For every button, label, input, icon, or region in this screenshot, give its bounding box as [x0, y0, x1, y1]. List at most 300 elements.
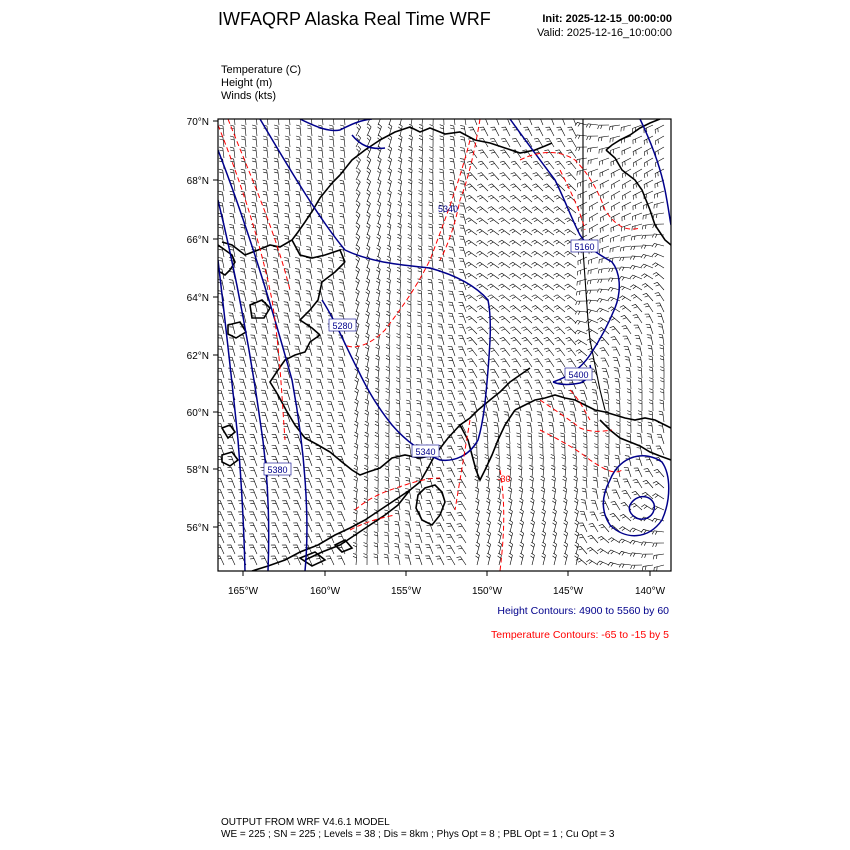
wind-barb — [375, 421, 379, 433]
wind-barb — [457, 546, 466, 554]
wind-barb — [318, 147, 323, 158]
wind-barb — [531, 553, 535, 565]
wind-barb — [627, 400, 631, 411]
wind-barb — [428, 268, 433, 279]
wind-barb — [367, 135, 371, 147]
wind-barb — [458, 314, 466, 323]
wind-barb — [615, 455, 620, 466]
wind-barb — [592, 489, 598, 499]
wind-barb — [509, 553, 513, 565]
temperature-contours-legend: Temperature Contours: -65 to -15 by 5 — [490, 629, 669, 641]
wind-barb — [252, 136, 257, 147]
wind-barb — [543, 184, 554, 191]
wind-barb — [604, 466, 609, 477]
wind-barb — [395, 477, 400, 488]
wind-barb — [428, 246, 433, 257]
wind-barb — [619, 286, 631, 290]
wind-barb — [499, 229, 510, 235]
wind-barb — [417, 345, 422, 356]
wind-barb — [439, 213, 444, 224]
wind-barb — [521, 306, 532, 313]
wind-barb — [638, 400, 642, 411]
wind-barb — [364, 465, 368, 477]
wind-barb — [478, 173, 488, 180]
wind-barb — [438, 257, 444, 268]
wind-barb — [548, 412, 554, 422]
wind-barb — [406, 422, 411, 433]
wind-barb — [478, 161, 488, 169]
wind-barb — [466, 207, 477, 213]
wind-barb — [529, 454, 533, 466]
wind-barb — [271, 534, 279, 543]
wind-barb — [407, 345, 411, 356]
wind-barb — [318, 202, 324, 213]
wind-barb — [355, 278, 359, 290]
wind-barb — [502, 116, 510, 125]
wind-barb — [659, 334, 664, 345]
wind-barb — [436, 556, 444, 565]
wind-barb — [476, 531, 480, 543]
wind-barb — [415, 533, 422, 543]
wind-barb — [227, 490, 235, 499]
wind-barb — [387, 201, 391, 213]
wind-barb — [386, 400, 390, 412]
wind-barb — [315, 479, 323, 488]
wind-barb — [284, 291, 290, 301]
wind-barb — [598, 536, 609, 543]
wind-barb — [483, 422, 488, 433]
wind-barb — [418, 235, 422, 246]
wind-barb — [615, 378, 620, 389]
wind-barb — [387, 223, 391, 235]
wind-barb — [586, 329, 598, 334]
wind-barb — [501, 369, 510, 378]
wind-barb — [271, 523, 279, 532]
wind-barb — [460, 137, 466, 148]
wind-barb — [282, 479, 290, 488]
wind-barb — [605, 433, 609, 444]
wind-barb — [229, 224, 235, 235]
wind-barb — [553, 531, 557, 543]
wind-barb — [566, 348, 576, 356]
wind-barb — [407, 301, 411, 312]
wind-barb — [491, 116, 499, 125]
wind-barb — [643, 293, 653, 301]
wind-barb — [532, 184, 543, 191]
wind-barb — [519, 476, 523, 488]
wind-barb — [229, 213, 235, 224]
wind-barb — [497, 509, 501, 521]
wind-barb — [483, 433, 488, 444]
wind-barb — [318, 180, 323, 191]
wind-barb — [427, 379, 433, 389]
wind-barb — [546, 380, 554, 389]
wind-barb — [608, 288, 620, 292]
lon-label-145: 145°W — [552, 586, 584, 597]
wind-barb — [426, 512, 433, 522]
wind-barb — [574, 498, 578, 510]
wind-barb — [408, 201, 412, 213]
wind-barb — [427, 357, 433, 368]
wind-barb — [295, 269, 301, 279]
wind-barb — [316, 379, 323, 389]
wind-barb — [633, 136, 642, 144]
wind-barb — [633, 315, 642, 323]
wind-barb — [317, 235, 323, 246]
wind-barb — [285, 191, 290, 202]
wind-barb — [305, 457, 313, 466]
wind-barb — [532, 195, 543, 202]
lon-label-160: 160°W — [309, 586, 341, 597]
wind-barb — [539, 444, 543, 455]
wind-barb — [521, 240, 533, 246]
wind-barb — [356, 201, 360, 213]
wind-barb — [249, 490, 257, 499]
wind-barb — [316, 423, 323, 433]
wind-barb — [498, 520, 502, 532]
wind-barb — [439, 191, 444, 202]
wind-barb — [318, 169, 323, 180]
wind-barb — [502, 127, 511, 136]
wind-barb — [476, 553, 480, 565]
wind-barb — [467, 348, 477, 356]
wind-barb — [616, 422, 620, 433]
wind-barb — [510, 306, 521, 313]
wind-barb — [219, 191, 224, 202]
wind-barb — [284, 224, 290, 235]
wind-barb — [652, 263, 664, 268]
wind-barb — [611, 191, 620, 200]
wind-barb — [554, 262, 566, 268]
wind-barb — [486, 498, 490, 510]
wind-barb — [339, 269, 345, 279]
wind-barb — [620, 257, 631, 261]
wind-barb — [419, 191, 423, 203]
wind-barb — [271, 501, 279, 510]
wind-barb — [283, 434, 290, 444]
wind-barb — [466, 306, 477, 313]
wind-barb — [631, 235, 642, 240]
wind-barb — [635, 456, 642, 466]
wind-barb — [406, 411, 411, 422]
wind-barb — [353, 531, 357, 543]
wind-barb — [294, 446, 301, 456]
wind-barb — [589, 202, 598, 211]
wind-barb — [457, 501, 466, 510]
wind-barb — [459, 247, 466, 257]
wind-barb — [660, 400, 665, 411]
wind-barb — [386, 355, 390, 367]
wind-barb — [608, 538, 620, 543]
wind-barb — [437, 435, 444, 445]
wind-barb — [375, 377, 379, 389]
wind-barb — [263, 169, 268, 180]
wind-barb — [251, 269, 257, 279]
wind-barb — [592, 390, 598, 400]
wind-barb — [239, 335, 246, 345]
wind-barb — [491, 127, 500, 136]
wind-barb — [511, 173, 521, 180]
wind-barb — [622, 180, 631, 189]
wind-barb — [648, 422, 653, 433]
wind-barb — [408, 223, 412, 235]
wind-barb — [576, 350, 587, 357]
wind-barb — [532, 240, 544, 246]
wind-barb — [533, 173, 543, 180]
wind-barb — [563, 498, 567, 510]
valid-time: Valid: 2025-12-16_10:00:00 — [537, 27, 672, 39]
wind-barb — [477, 262, 489, 268]
wind-barb — [642, 224, 653, 229]
wind-barb — [480, 116, 488, 125]
wind-barb — [458, 380, 466, 389]
wind-barb — [439, 235, 444, 246]
wind-barb — [396, 411, 400, 422]
wind-barb — [478, 337, 488, 345]
wind-barb — [272, 434, 279, 444]
wind-barb — [621, 315, 631, 323]
wind-barb — [436, 457, 444, 466]
wind-barb — [655, 136, 664, 145]
wind-barb — [601, 501, 609, 510]
wind-barb — [563, 476, 567, 488]
wind-barb — [497, 498, 501, 510]
wind-barb — [385, 477, 389, 488]
wind-barb — [500, 173, 510, 180]
wind-barb — [487, 542, 491, 554]
wind-barb — [575, 340, 587, 345]
wind-barb — [641, 245, 653, 249]
wind-barb — [498, 531, 502, 543]
wind-barb — [307, 180, 312, 191]
wind-barb — [284, 324, 291, 334]
wind-barb — [249, 468, 257, 477]
wind-barb — [582, 488, 587, 499]
wind-barb — [418, 279, 422, 290]
wind-barb — [340, 158, 345, 169]
wind-barb — [530, 509, 534, 521]
wind-barb — [510, 229, 521, 235]
wind-barb — [660, 356, 664, 367]
wind-barb — [521, 273, 533, 279]
wind-barb — [285, 202, 291, 213]
wind-barb — [307, 136, 312, 147]
wind-barb — [511, 161, 521, 169]
wind-barb — [406, 444, 411, 455]
wind-barb — [241, 202, 247, 213]
wind-barb — [394, 555, 400, 566]
wind-barb — [458, 369, 466, 378]
wind-barb — [416, 434, 422, 444]
wind-barb — [543, 195, 554, 202]
wind-barb — [340, 191, 345, 202]
wind-barb — [533, 337, 543, 345]
wind-barb — [354, 454, 358, 466]
wind-barb — [262, 258, 268, 269]
wind-barb — [261, 346, 268, 356]
wind-barb — [466, 218, 477, 224]
wind-barb — [488, 195, 499, 202]
wind-barb — [273, 235, 279, 246]
wind-barb — [230, 136, 235, 147]
wind-barb — [365, 344, 369, 356]
wind-barb — [544, 150, 554, 158]
wind-barb — [621, 235, 631, 242]
wind-barb — [497, 487, 501, 499]
wind-barb — [364, 454, 368, 466]
wind-barb — [367, 168, 371, 180]
wind-barb — [511, 337, 521, 345]
wind-barb — [327, 368, 334, 378]
wind-barb — [296, 125, 301, 136]
wind-barb — [337, 479, 345, 488]
wind-barb — [227, 545, 235, 554]
wind-barb — [597, 561, 609, 565]
wind-barb — [562, 465, 566, 477]
wind-barb — [565, 207, 576, 213]
wind-barb — [356, 212, 360, 224]
wind-barb — [284, 247, 290, 258]
wind-barb — [386, 388, 390, 400]
wind-barb — [496, 454, 500, 466]
wind-barb — [630, 540, 642, 544]
wind-barb — [376, 300, 380, 312]
wind-barb — [648, 345, 653, 356]
wind-barb — [356, 190, 360, 202]
wind-barb — [406, 400, 411, 411]
wind-barb — [486, 476, 490, 488]
wind-barb — [274, 169, 279, 180]
wind-barb — [398, 135, 402, 147]
wind-barb — [397, 267, 401, 279]
wind-barb — [317, 302, 323, 312]
wind-barb — [398, 168, 402, 180]
wind-barb — [397, 311, 401, 323]
wind-barb — [622, 213, 631, 221]
wind-barb — [249, 545, 257, 554]
wind-barb — [396, 356, 400, 367]
wind-barb — [398, 146, 402, 158]
wind-barb — [551, 454, 555, 466]
wind-barb — [510, 262, 522, 268]
wind-barb — [229, 280, 235, 290]
wind-barb — [338, 434, 345, 444]
wind-barb — [296, 136, 301, 147]
wind-barb — [519, 498, 523, 510]
wind-barb — [427, 390, 433, 400]
wind-barb — [354, 432, 358, 444]
wind-barb — [364, 443, 368, 455]
wind-barb — [329, 147, 334, 158]
wind-barb — [419, 124, 423, 136]
wind-barb — [437, 412, 444, 422]
wind-barb — [315, 534, 323, 543]
wind-barb — [532, 327, 543, 334]
wind-barb — [511, 348, 521, 356]
wind-barb — [543, 316, 554, 323]
wind-barb — [337, 512, 345, 521]
wind-barb — [437, 357, 444, 367]
wind-barb — [589, 524, 598, 533]
wind-barb — [477, 327, 488, 334]
wind-barb — [365, 366, 369, 378]
wind-barb — [622, 326, 631, 334]
wind-barb — [304, 501, 312, 510]
wind-barb — [426, 501, 433, 511]
wind-barb — [633, 480, 642, 489]
wind-barb — [623, 479, 631, 488]
wind-barb — [556, 359, 565, 367]
wind-barb — [251, 291, 257, 301]
wind-barb — [457, 524, 466, 532]
wind-barb — [377, 223, 381, 235]
wind-barb — [513, 380, 521, 389]
wind-barb — [659, 411, 664, 422]
wind-barb — [428, 290, 433, 301]
wind-barb — [478, 348, 488, 356]
wind-barb — [249, 512, 257, 521]
wind-barb — [364, 498, 368, 510]
wind-barb — [407, 312, 411, 323]
wind-barb — [459, 269, 466, 279]
wind-barb — [510, 251, 522, 257]
wind-barb — [446, 523, 455, 532]
wind-barb — [271, 545, 279, 554]
wind-barb — [229, 313, 235, 323]
wind-barb — [285, 136, 290, 147]
wind-barb — [647, 434, 653, 444]
wind-barb — [327, 434, 334, 444]
wind-barb — [597, 308, 609, 312]
wind-barb — [509, 531, 513, 543]
wind-barb — [521, 251, 533, 257]
wind-barb — [477, 218, 488, 224]
wind-barb — [230, 202, 236, 213]
wind-barb — [438, 280, 444, 291]
wind-barb — [589, 169, 599, 176]
wind-barb — [612, 490, 620, 499]
wind-barb — [272, 446, 279, 456]
wind-barb — [317, 313, 323, 323]
wind-barb — [566, 150, 576, 158]
wind-barb — [521, 195, 532, 202]
wind-barb — [229, 291, 235, 301]
wind-barb — [611, 180, 620, 189]
wind-barb — [575, 321, 587, 325]
wind-barb — [394, 543, 400, 554]
wind-barb — [555, 337, 565, 345]
wind-barb — [329, 136, 334, 147]
wind-barb — [304, 468, 312, 477]
wind-barb — [466, 251, 478, 257]
wind-barb — [418, 213, 422, 225]
wind-barb — [448, 302, 455, 312]
wind-barb — [488, 229, 499, 235]
wind-barb — [427, 346, 433, 357]
wind-barb — [240, 280, 246, 290]
wind-barb — [261, 412, 268, 422]
wind-barb — [530, 498, 534, 510]
wind-barb — [653, 273, 664, 280]
wind-barb — [295, 302, 301, 312]
wind-barb — [261, 357, 268, 367]
wind-barb — [587, 147, 598, 152]
wind-barb — [427, 401, 433, 411]
wind-barb-field — [216, 113, 664, 572]
wind-barb — [260, 545, 268, 554]
wind-barb — [354, 399, 358, 411]
wind-barb — [541, 509, 545, 521]
